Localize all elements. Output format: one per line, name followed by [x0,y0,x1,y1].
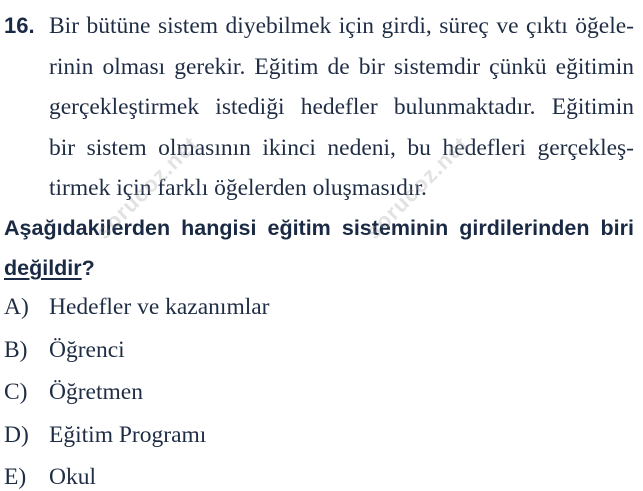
option-letter: B) [4,336,28,363]
negation-word: değildir [4,256,82,280]
question-line: Bir bütüne sistem diyebilmek için girdi, süreç ve çıktı öğele- [49,13,634,39]
question-line: gerçekleştirmek istediği hedefler bulunmaktadır. Eğitimin [49,94,634,120]
option-letter: D) [4,421,29,448]
question-prompt [4,208,634,288]
watermark: sorucoz.net [360,131,474,245]
option-text: Okul [49,464,96,490]
option-d[interactable] [4,414,634,457]
option-a[interactable] [4,286,634,329]
question-line: bir sistem olmasının ikinci nedeni, bu hedefleri gerçekleş- [49,134,634,161]
option-c[interactable] [4,371,634,414]
option-letter: C) [4,379,28,405]
option-text: Öğretmen [49,379,143,405]
answer-options [4,286,634,491]
option-b[interactable] [4,329,634,372]
option-text: Öğrenci [49,336,125,363]
question-line: rinin olması gerekir. Eğitim de bir sistemdir çünkü eğitimin [49,53,634,80]
question-body [49,6,634,209]
option-text: Eğitim Programı [49,421,207,448]
option-letter: A) [4,294,29,320]
option-text: Hedefler ve kazanımlar [49,294,270,320]
question-line: tirmek için farklı öğelerden oluşmasıdır. [49,175,427,201]
option-e[interactable] [4,456,634,491]
prompt-line: Aşağıdakilerden hangisi eğitim sisteminin girdilerinden biri [4,216,634,240]
prompt-line-2 [4,248,634,288]
watermark: sorucoz.net [90,131,204,245]
question-number: 16. [4,13,35,38]
option-letter: E) [4,464,27,490]
prompt-question-mark: ? [81,256,95,280]
